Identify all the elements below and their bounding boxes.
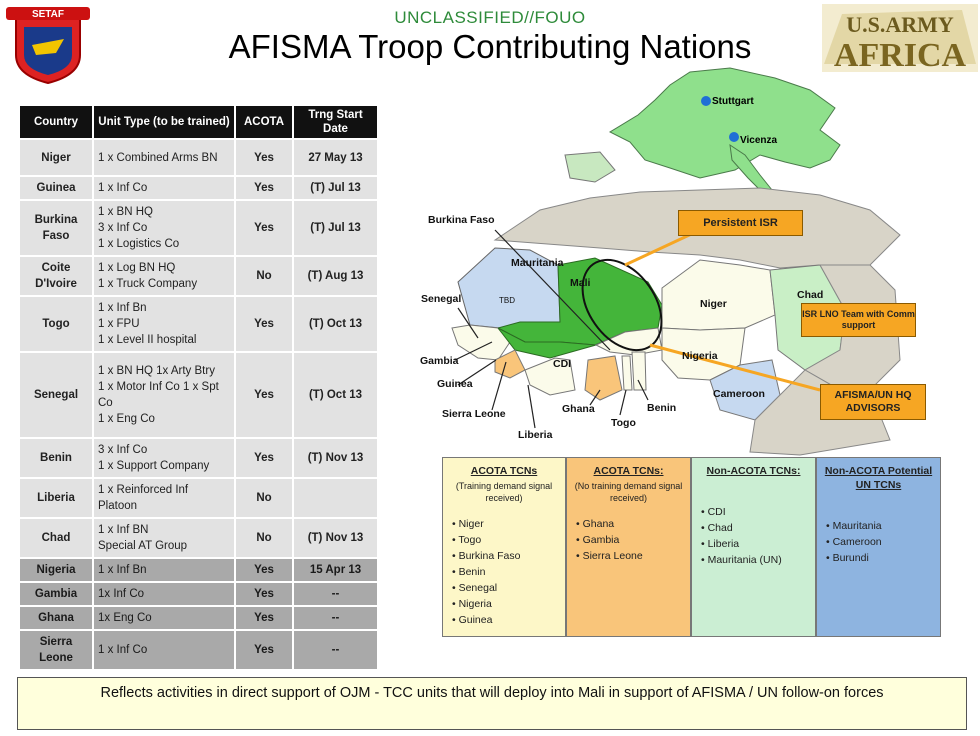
col-header-country: Country xyxy=(19,105,93,139)
ghana-label: Ghana xyxy=(562,403,595,415)
table-header-row xyxy=(19,105,378,139)
list-item: • Mauritania xyxy=(826,518,935,534)
gambia-label: Gambia xyxy=(420,355,459,367)
cell-country: Sierra Leone xyxy=(19,630,93,670)
list-item: • Mauritania (UN) xyxy=(701,552,810,568)
list-item: • Sierra Leone xyxy=(576,548,685,564)
cell-unit-type: 1 x Inf Bn xyxy=(93,558,235,582)
cell-trng-start: (T) Oct 13 xyxy=(293,352,378,438)
cell-acota: Yes xyxy=(235,558,293,582)
cell-unit-type: 1 x Reinforced Inf Platoon xyxy=(93,478,235,518)
tcn-box-heading: ACOTA TCNs: xyxy=(593,465,664,477)
classification-marking: UNCLASSIFIED//FOUO xyxy=(394,8,586,27)
cell-unit-type: 1 x Log BN HQ 1 x Truck Company xyxy=(93,256,235,296)
list-item: • Chad xyxy=(701,520,810,536)
stuttgart-label: Stuttgart xyxy=(712,96,754,107)
table-row xyxy=(19,438,378,478)
table-row xyxy=(19,630,378,670)
afisma-hq-callout: AFISMA/UN HQ ADVISORS xyxy=(820,384,926,420)
cell-unit-type: 1 x Inf Co xyxy=(93,630,235,670)
cell-trng-start: (T) Nov 13 xyxy=(293,518,378,558)
cell-country: Ghana xyxy=(19,606,93,630)
col-header-trng-start: Trng Start Date xyxy=(293,105,378,139)
cell-country: Benin xyxy=(19,438,93,478)
list-item: • Togo xyxy=(452,532,560,548)
list-item: • Burkina Faso xyxy=(452,548,560,564)
cell-acota: No xyxy=(235,478,293,518)
list-item: • Senegal xyxy=(452,580,560,596)
cell-unit-type: 3 x Inf Co 1 x Support Company xyxy=(93,438,235,478)
tcn-box xyxy=(442,457,566,637)
cell-country: Niger xyxy=(19,139,93,176)
list-item: • CDI xyxy=(701,504,810,520)
cell-unit-type: 1 x BN HQ 1x Arty Btry 1 x Motor Inf Co 1 x Spt Co 1 x Eng Co xyxy=(93,352,235,438)
cell-country: Burkina Faso xyxy=(19,200,93,256)
cell-acota: Yes xyxy=(235,630,293,670)
isr-lno-callout: ISR LNO Team with Comm support xyxy=(801,303,916,337)
tcn-table xyxy=(18,104,379,671)
tcn-box-heading: Non-ACOTA Potential UN TCNs xyxy=(824,465,933,491)
cell-trng-start: -- xyxy=(293,606,378,630)
tcn-box-subtitle: (No training demand signal received) xyxy=(574,481,683,503)
tbd-label: TBD xyxy=(499,296,515,305)
cell-country: Liberia xyxy=(19,478,93,518)
cell-acota: Yes xyxy=(235,176,293,200)
cell-trng-start: (T) Aug 13 xyxy=(293,256,378,296)
table-row xyxy=(19,200,378,256)
cell-country: Chad xyxy=(19,518,93,558)
cell-acota: Yes xyxy=(235,352,293,438)
mauritania-label: Mauritania xyxy=(511,257,564,269)
cell-trng-start: (T) Oct 13 xyxy=(293,296,378,352)
tcn-box-list xyxy=(448,516,560,628)
footer-banner: Reflects activities in direct support of OJM - TCC units that will deploy into Mali in support of AFISMA / UN follow-on forces xyxy=(17,677,967,730)
list-item: • Nigeria xyxy=(452,596,560,612)
cameroon-label: Cameroon xyxy=(713,388,765,400)
list-item: • Ghana xyxy=(576,516,685,532)
page-title: AFISMA Troop Contributing Nations xyxy=(228,28,752,65)
niger-region xyxy=(662,260,775,330)
table-row xyxy=(19,606,378,630)
table-row xyxy=(19,176,378,200)
iberia-region xyxy=(565,152,615,182)
mali-label: Mali xyxy=(570,277,591,289)
setaf-logo-text: SETAF xyxy=(31,9,65,20)
ghana-region xyxy=(585,356,622,400)
cell-unit-type: 1x Inf Co xyxy=(93,582,235,606)
cell-unit-type: 1 x Inf BN Special AT Group xyxy=(93,518,235,558)
cell-trng-start: (T) Jul 13 xyxy=(293,176,378,200)
cell-trng-start: (T) Nov 13 xyxy=(293,438,378,478)
tcn-box-list xyxy=(572,516,685,564)
benin-label: Benin xyxy=(647,402,677,414)
col-header-acota: ACOTA xyxy=(235,105,293,139)
cell-acota: Yes xyxy=(235,139,293,176)
tcn-box xyxy=(816,457,941,637)
senegal-label: Senegal xyxy=(421,293,462,305)
sierra-leone-label: Sierra Leone xyxy=(442,408,506,420)
chad-label: Chad xyxy=(797,289,824,301)
cell-trng-start: -- xyxy=(293,582,378,606)
tcn-box-list xyxy=(822,518,935,566)
cell-unit-type: 1 x Inf Bn 1 x FPU 1 x Level II hospital xyxy=(93,296,235,352)
list-item: • Cameroon xyxy=(826,534,935,550)
table-body xyxy=(19,139,378,670)
cell-trng-start: (T) Jul 13 xyxy=(293,200,378,256)
cell-unit-type: 1x Eng Co xyxy=(93,606,235,630)
niger-label: Niger xyxy=(700,298,727,310)
list-item: • Niger xyxy=(452,516,560,532)
table-row xyxy=(19,256,378,296)
cell-unit-type: 1 x Inf Co xyxy=(93,176,235,200)
list-item: • Liberia xyxy=(701,536,810,552)
table-row xyxy=(19,558,378,582)
logo-line2: AFRICA xyxy=(833,37,967,72)
table-row xyxy=(19,518,378,558)
cell-acota: No xyxy=(235,256,293,296)
cell-trng-start: 27 May 13 xyxy=(293,139,378,176)
tcn-box-list xyxy=(697,504,810,568)
tcn-box-heading: ACOTA TCNs xyxy=(470,465,538,477)
list-item: • Burundi xyxy=(826,550,935,566)
list-item: • Gambia xyxy=(576,532,685,548)
tcn-box xyxy=(691,457,816,637)
table-row xyxy=(19,296,378,352)
cell-acota: Yes xyxy=(235,582,293,606)
burkina-faso-label: Burkina Faso xyxy=(428,214,495,226)
togo-label: Togo xyxy=(611,417,636,429)
list-item: • Benin xyxy=(452,564,560,580)
table-row xyxy=(19,139,378,176)
guinea-label: Guinea xyxy=(437,378,473,390)
europe-region xyxy=(610,68,840,178)
logo-line1: U.S.ARMY xyxy=(846,12,954,37)
cell-country: Senegal xyxy=(19,352,93,438)
cell-unit-type: 1 x Combined Arms BN xyxy=(93,139,235,176)
tcn-box-heading: Non-ACOTA TCNs: xyxy=(706,465,801,477)
vicenza-marker xyxy=(729,132,739,142)
col-header-unit-type: Unit Type (to be trained) xyxy=(93,105,235,139)
cell-trng-start: -- xyxy=(293,630,378,670)
cell-unit-type: 1 x BN HQ 3 x Inf Co 1 x Logistics Co xyxy=(93,200,235,256)
cell-acota: Yes xyxy=(235,438,293,478)
cell-country: Guinea xyxy=(19,176,93,200)
togo-region xyxy=(622,356,632,390)
nigeria-label: Nigeria xyxy=(682,350,718,362)
table-row xyxy=(19,352,378,438)
cell-trng-start: 15 Apr 13 xyxy=(293,558,378,582)
list-item: • Guinea xyxy=(452,612,560,628)
cell-country: Nigeria xyxy=(19,558,93,582)
tcn-box xyxy=(566,457,691,637)
persistent-isr-callout: Persistent ISR xyxy=(678,210,803,236)
liberia-label: Liberia xyxy=(518,429,553,441)
cell-acota: Yes xyxy=(235,200,293,256)
stuttgart-marker xyxy=(701,96,711,106)
cell-country: Coite D'Ivoire xyxy=(19,256,93,296)
cell-country: Gambia xyxy=(19,582,93,606)
cell-country: Togo xyxy=(19,296,93,352)
table-row xyxy=(19,478,378,518)
table-row xyxy=(19,582,378,606)
cdi-label: CDI xyxy=(553,358,572,370)
benin-region xyxy=(632,352,646,390)
cell-acota: Yes xyxy=(235,606,293,630)
cell-acota: No xyxy=(235,518,293,558)
cell-trng-start xyxy=(293,478,378,518)
cell-acota: Yes xyxy=(235,296,293,352)
tcn-box-subtitle: (Training demand signal received) xyxy=(455,481,553,503)
vicenza-label: Vicenza xyxy=(740,135,778,146)
